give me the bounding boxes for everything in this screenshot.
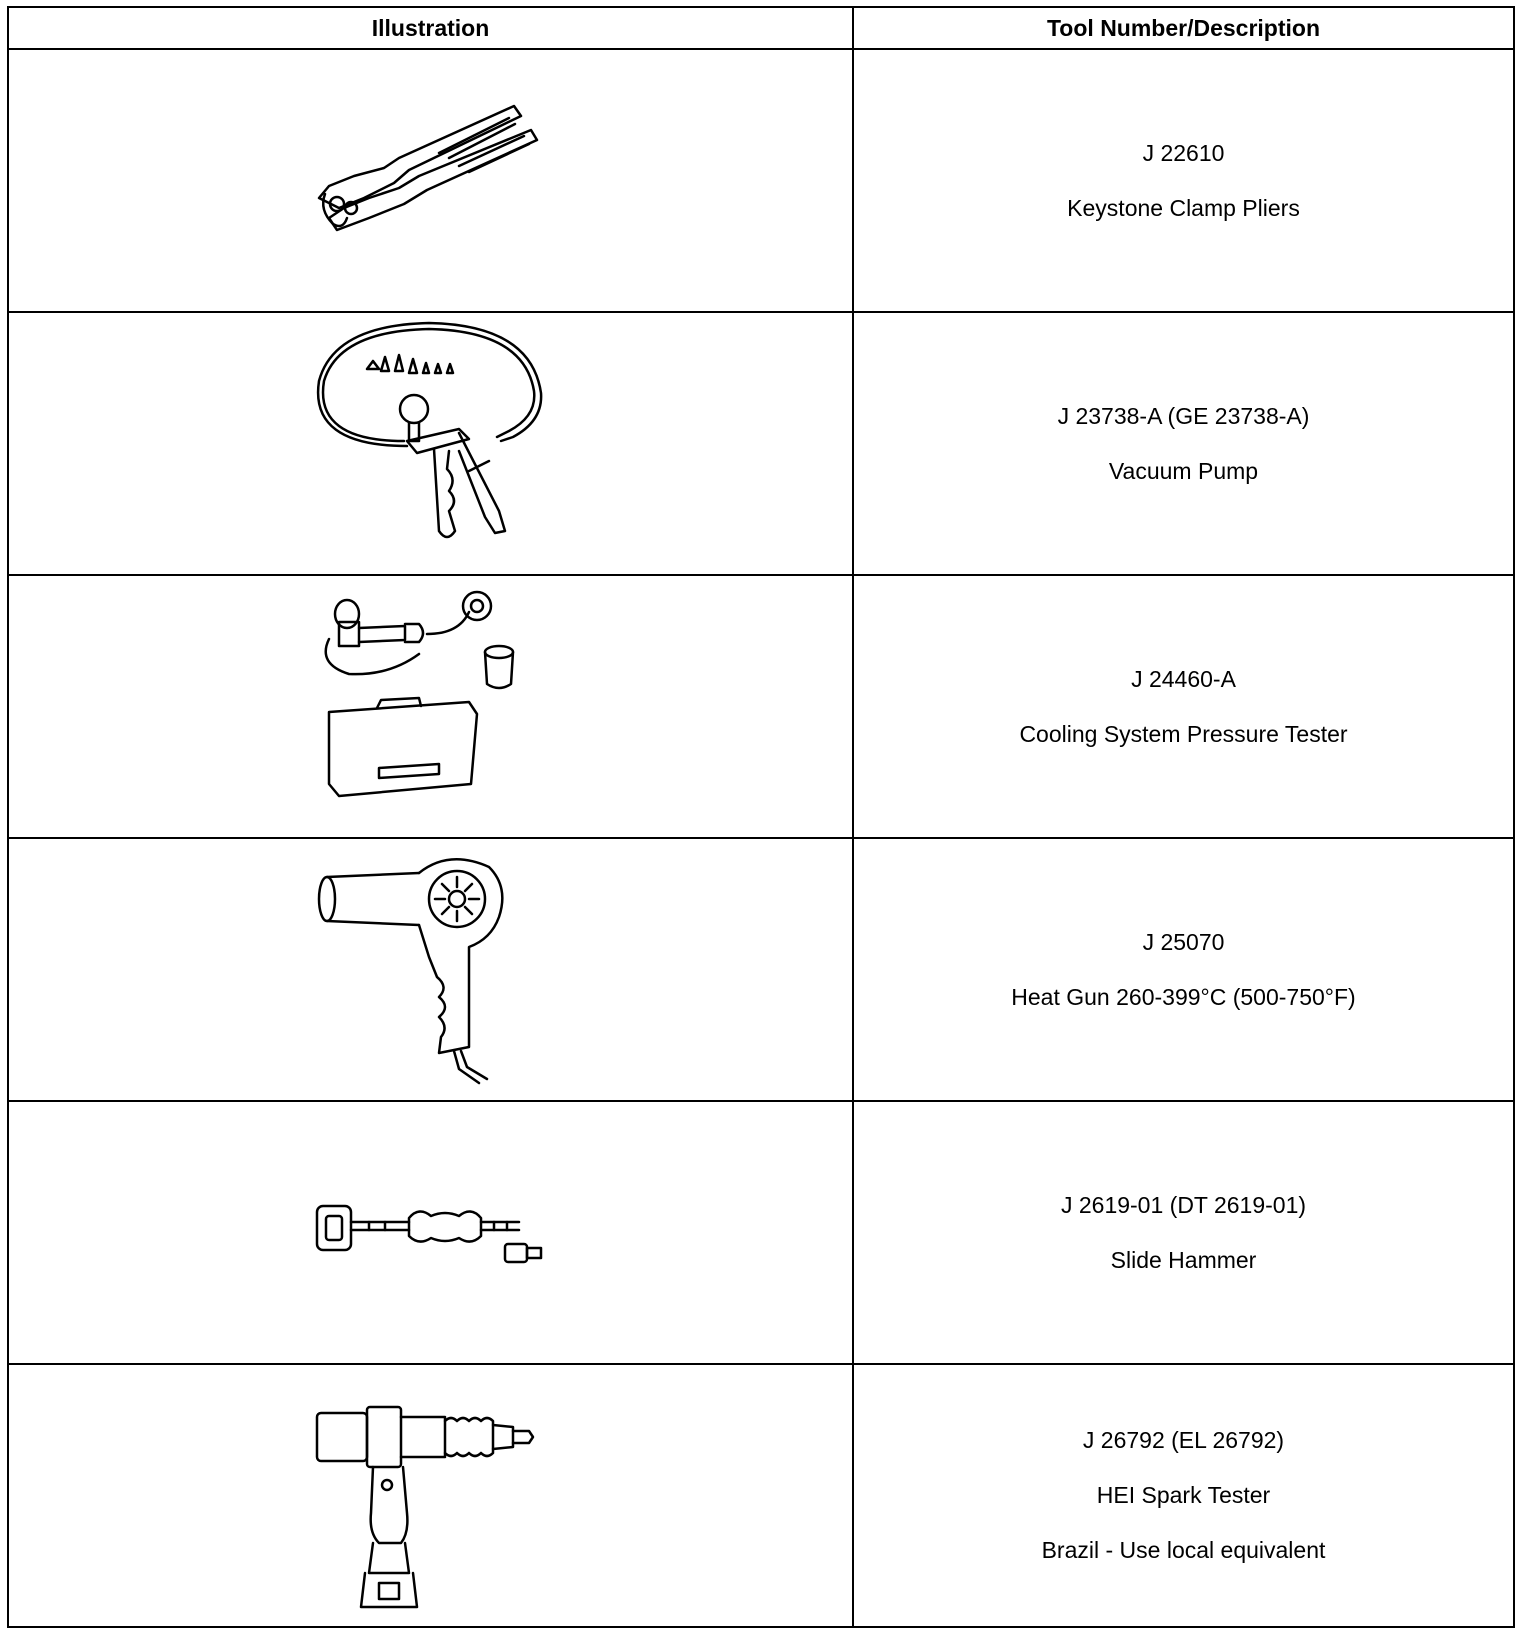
tool-number: J 25070: [1142, 928, 1225, 955]
tool-description: Cooling System Pressure Tester: [1019, 720, 1348, 747]
tool-number: J 26792 (EL 26792): [1082, 1427, 1285, 1453]
illustration-cell: [8, 49, 853, 312]
slide-hammer-icon: [309, 1110, 569, 1354]
table-row: [8, 1101, 1514, 1364]
header-tool-description: Tool Number/Description: [853, 7, 1514, 49]
description-cell: [853, 838, 1514, 1101]
pressure-tester-icon: [309, 584, 569, 828]
special-tools-table: [7, 6, 1515, 1628]
illustration-cell: [8, 312, 853, 575]
illustration-cell: [8, 575, 853, 838]
table-row: [8, 838, 1514, 1101]
description-cell: [853, 575, 1514, 838]
spark-tester-icon: [309, 1373, 569, 1617]
table-row: [8, 575, 1514, 838]
tool-description: Heat Gun 260-399°C (500-750°F): [1011, 983, 1356, 1010]
tool-description: Vacuum Pump: [1108, 457, 1259, 484]
table-header-row: [8, 7, 1514, 49]
table-row: [8, 312, 1514, 575]
tool-number: J 23738-A (GE 23738-A): [1057, 402, 1310, 429]
table-row: [8, 49, 1514, 312]
table-row: [8, 1364, 1514, 1627]
header-illustration: Illustration: [8, 7, 853, 49]
heat-gun-icon: [309, 847, 569, 1091]
tool-number: J 22610: [1142, 139, 1225, 166]
tool-description: HEI Spark Tester: [1096, 1482, 1271, 1508]
tool-number: J 2619-01 (DT 2619-01): [1060, 1191, 1307, 1218]
tool-description: Slide Hammer: [1110, 1246, 1257, 1273]
description-cell: [853, 1101, 1514, 1364]
description-cell: [853, 312, 1514, 575]
vacuum-pump-icon: [309, 321, 569, 565]
illustration-cell: [8, 1101, 853, 1364]
keystone-clamp-pliers-icon: [309, 58, 569, 302]
illustration-cell: [8, 838, 853, 1101]
description-cell: [853, 1364, 1514, 1627]
tool-number: J 24460-A: [1131, 665, 1236, 692]
tool-description: Keystone Clamp Pliers: [1067, 194, 1300, 221]
tool-note: Brazil - Use local equivalent: [1041, 1537, 1326, 1563]
description-cell: [853, 49, 1514, 312]
illustration-cell: [8, 1364, 853, 1627]
